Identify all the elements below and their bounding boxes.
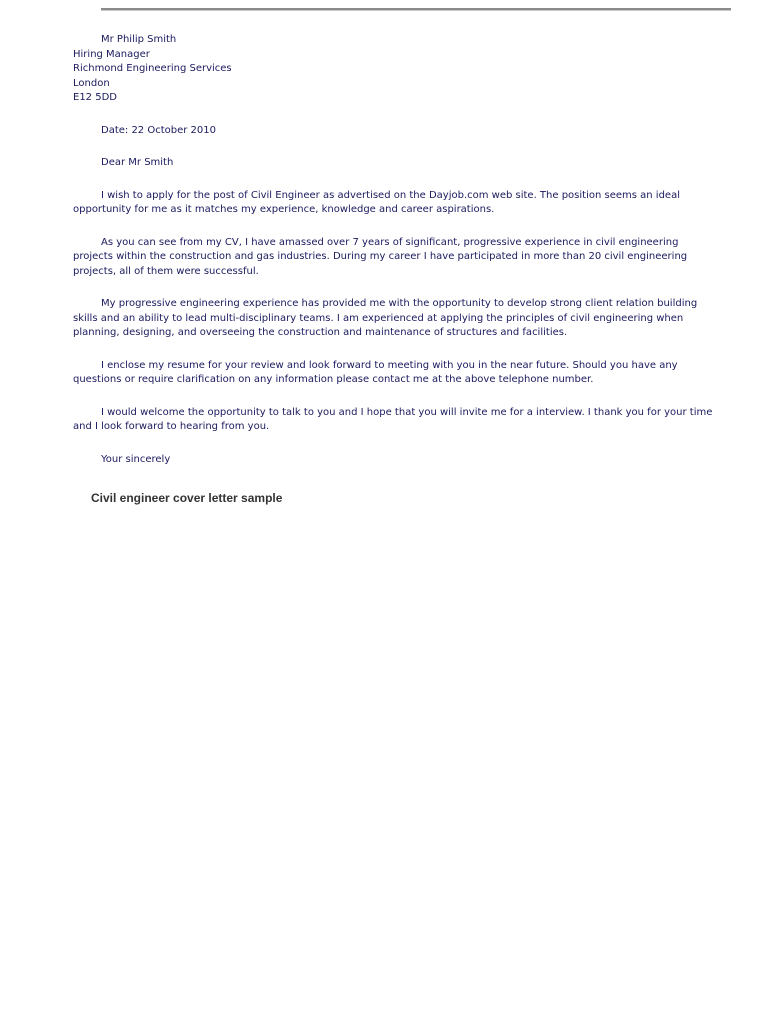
letter-date: Date: 22 October 2010 (101, 124, 216, 136)
body-paragraph: I enclose my resume for your review and look forward to meeting with you in the near future. Should you have any questions or require clarification on any information please contact me at the above telephone number. (73, 359, 678, 385)
recipient-company: Richmond Engineering Services (73, 63, 232, 74)
document-caption: Civil engineer cover letter sample (91, 491, 283, 505)
body-paragraph: I would welcome the opportunity to talk to you and I hope that you will invite me for a interview. I thank you for your time and I look forward to hearing from you. (73, 406, 713, 432)
recipient-title: Hiring Manager (73, 48, 150, 60)
recipient-postcode: E12 5DD (73, 92, 117, 103)
body-paragraph: As you can see from my CV, I have amassed over 7 years of significant, progressive experience in civil engineering projects within the construction and gas industries. During my career I have participated in more than 20 civil engineering projects, all of them were successful. (73, 236, 688, 277)
recipient-city: London (73, 77, 110, 89)
recipient-name: Mr Philip Smith (101, 34, 177, 45)
body-paragraph: My progressive engineering experience has provided me with the opportunity to develop strong client relation building skills and an ability to lead multi-disciplinary teams. I am experienced at applying the principles of civil engineering when planning, designing, and overseeing the construction and maintenance of structures and facilities. (73, 298, 698, 338)
salutation: Dear Mr Smith (101, 157, 174, 168)
cover-letter (73, 33, 713, 467)
top-divider (101, 8, 731, 11)
body-paragraph: I wish to apply for the post of Civil Engineer as advertised on the Dayjob.com web site. The position seems an ideal opportunity for me as it matches my experience, knowledge and career aspirations. (73, 189, 680, 215)
closing: Your sincerely (101, 453, 171, 465)
recipient-address (73, 33, 713, 106)
